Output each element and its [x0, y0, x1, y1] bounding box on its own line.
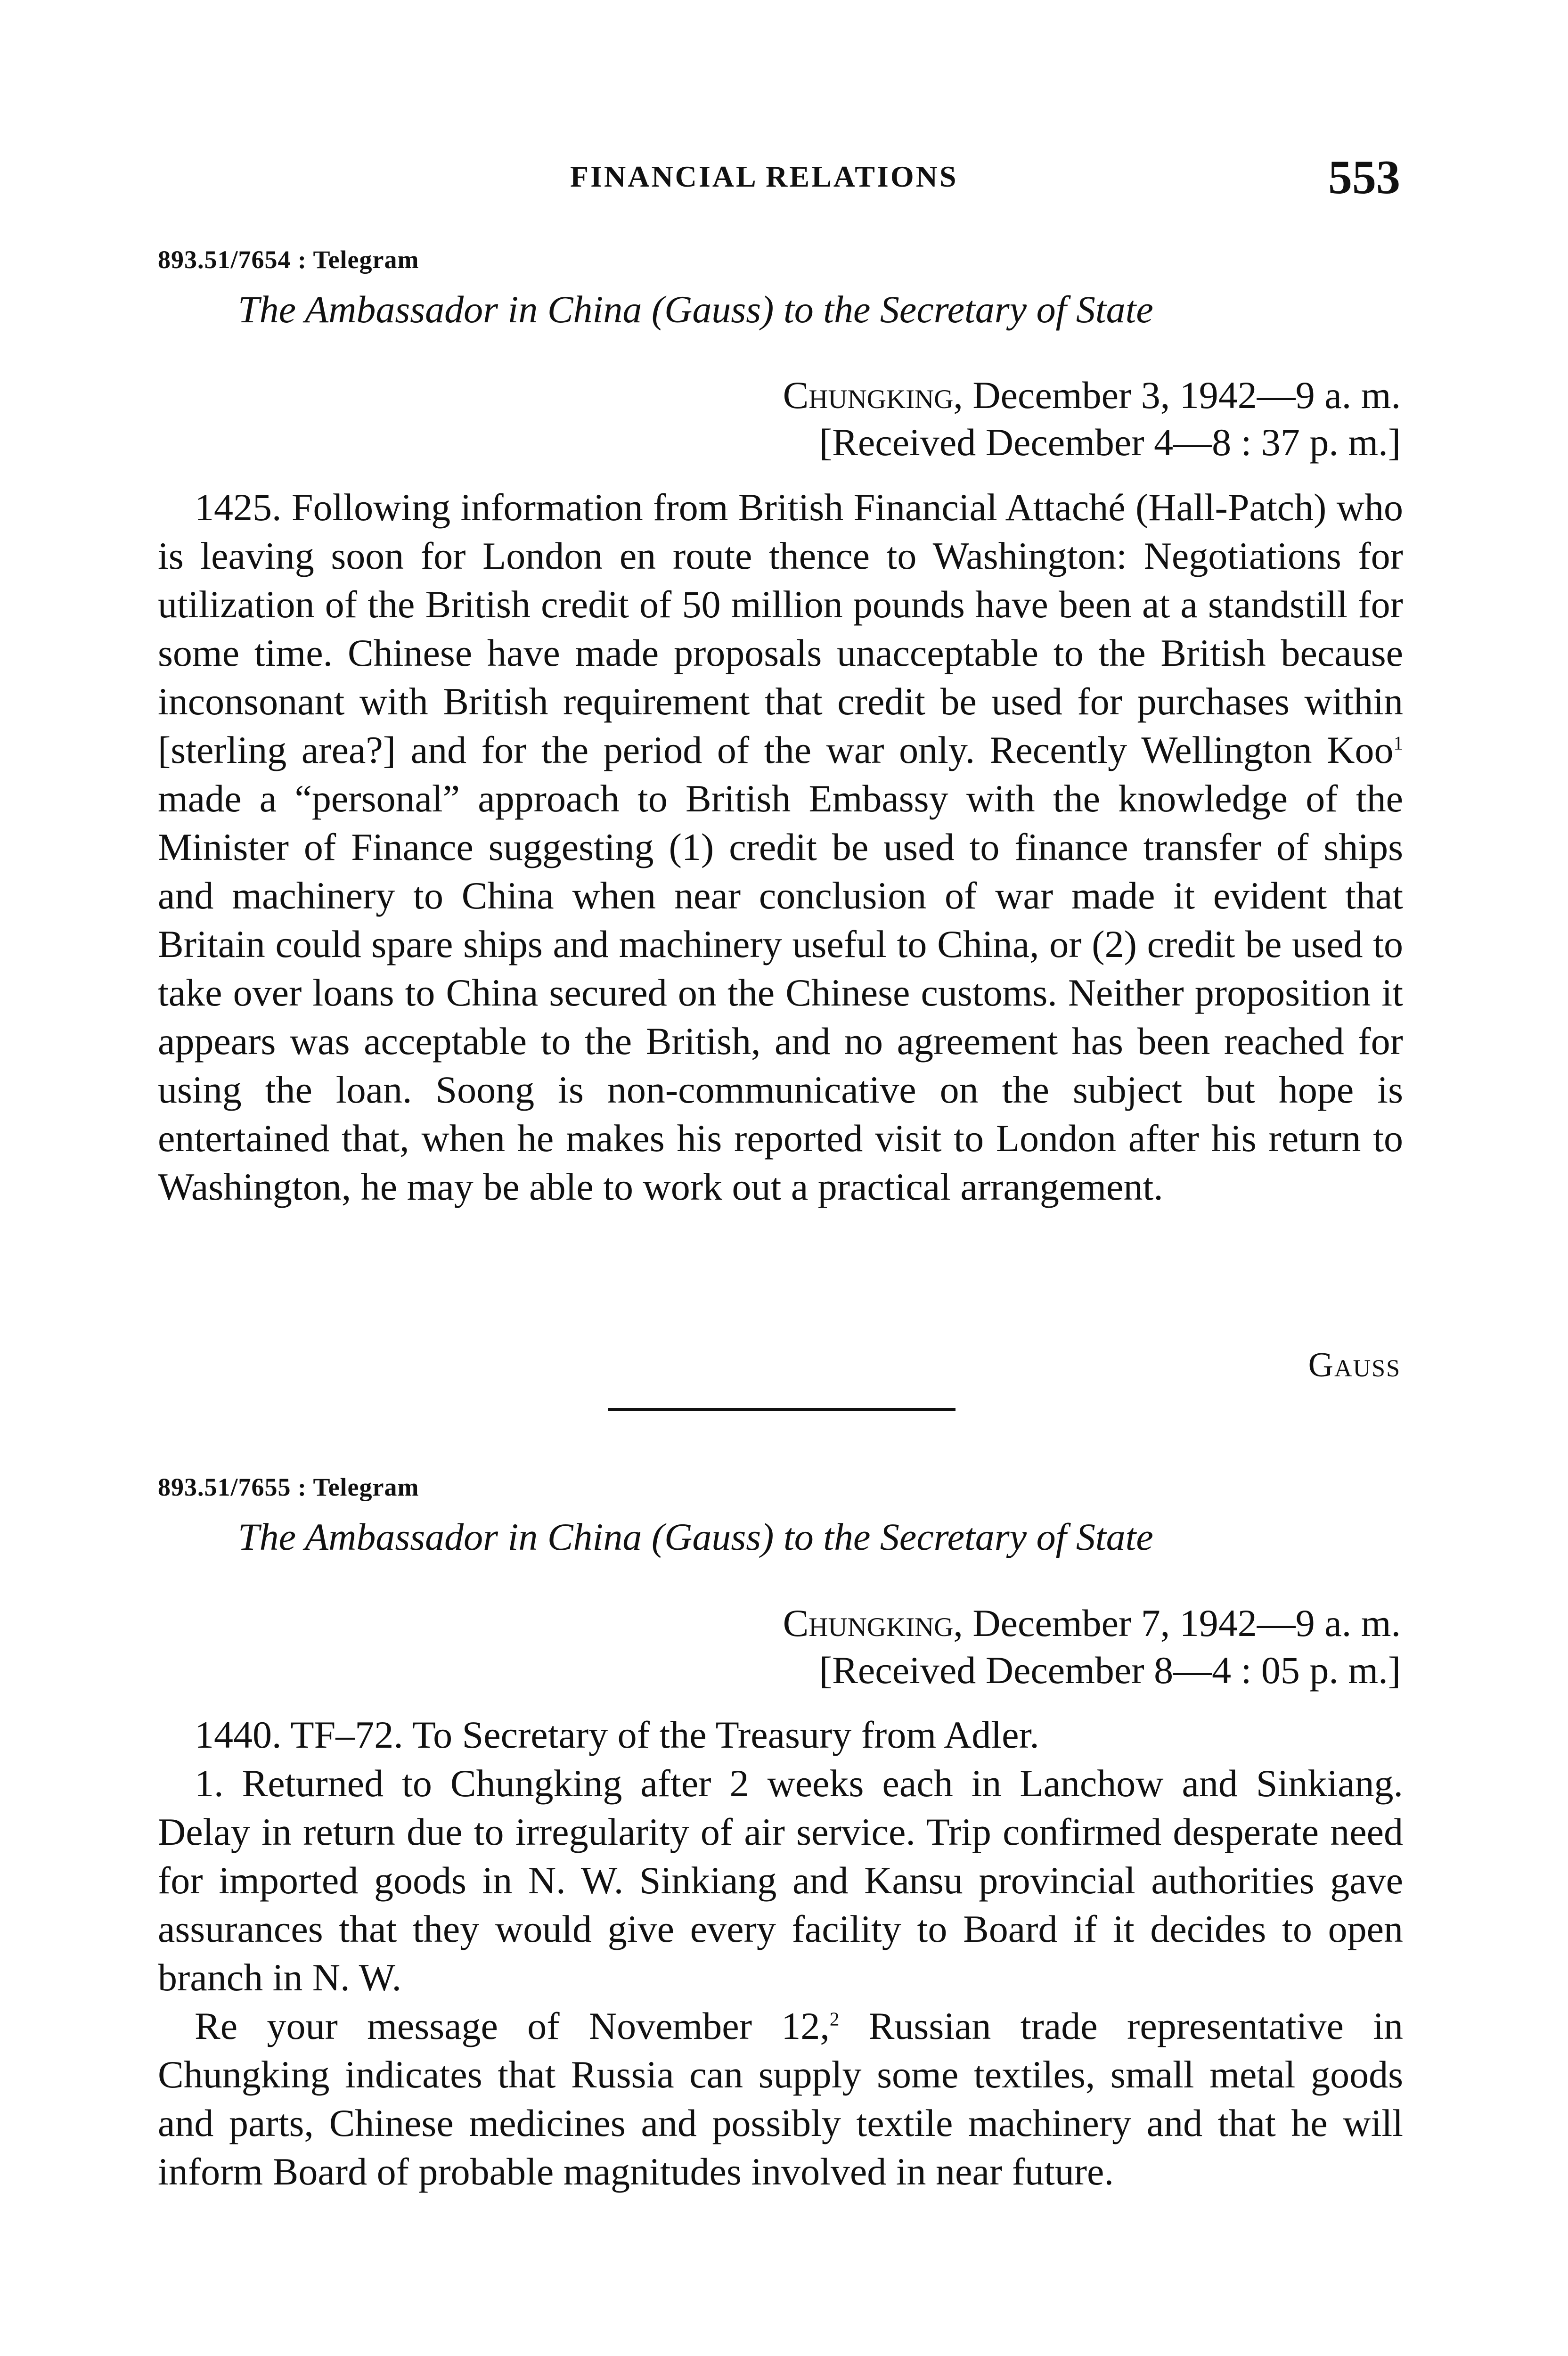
received-line-1: [Received December 4—8 : 37 p. m.] — [819, 421, 1401, 464]
paragraph-1440: 1440. TF–72. To Secretary of the Treasury from Adler. — [195, 1713, 1039, 1756]
dateline-place-2: Chungking — [783, 1602, 954, 1644]
dateline-1 — [783, 373, 1401, 417]
paragraph-text: Re your message of November 12, — [195, 2004, 830, 2047]
page-number: 553 — [1328, 151, 1400, 204]
telegram-body-1 — [158, 483, 1403, 1211]
dateline-date-2: , December 7, 1942—9 a. m. — [953, 1602, 1401, 1644]
document-heading-1: The Ambassador in China (Gauss) to the Secretary of State — [238, 288, 1153, 331]
file-reference-2: 893.51/7655 : Telegram — [158, 1473, 419, 1501]
running-head: FINANCIAL RELATIONS — [570, 160, 958, 193]
paragraph-1425 — [158, 483, 1403, 1211]
signature-gauss: Gauss — [1308, 1346, 1401, 1384]
footnote-ref-1: 1 — [1393, 732, 1403, 754]
paragraph-text: 1425. Following information from British Financial Attaché (Hall-Patch) who is leaving soon for London en route thence to Washington: Negotiations for utilization of the British credit of 50 million pounds have been at a standstill for some time. Chinese have made proposals unacceptable to the British because inconsonant with British requirement that credit be used for purchases within [sterling area?] and for the period of the war only. Recently Wellington Koo — [158, 486, 1403, 771]
footnote-ref-2: 2 — [829, 2008, 840, 2030]
paragraph-returned: 1. Returned to Chungking after 2 weeks each in Lanchow and Sinkiang. Delay in return due to irregularity of air service. Trip confirmed desperate need for imported goods in N. W. Sinkiang and Kansu provincial authorities gave assurances that they would give every facility to Board if it decides to open branch in N. W. — [158, 1762, 1403, 1999]
paragraph-text: made a “personal” approach to British Embassy with the knowledge of the Minister of Finance suggesting (1) credit be used to finance transfer of ships and machinery to China when near conclusion of war made it evident that Britain could spare ships and machinery useful to China, or (2) credit be used to take over loans to China secured on the Chinese customs. Neither proposition it appears was acceptable to the British, and no agreement has been reached for using the loan. Soong is non-communicative on the subject but hope is entertained that, when he makes his reported visit to London after his return to Washington, he may be able to work out a practical arrangement. — [158, 777, 1403, 1208]
file-reference-1: 893.51/7654 : Telegram — [158, 245, 419, 274]
dateline-2 — [783, 1601, 1401, 1645]
paragraph-text: Russian trade representative in Chungking indicates that Russia can supply some textiles, small metal goods and parts, Chinese medicines and possibly textile machinery and that he will inform Board of probable magnitudes involved in near future. — [158, 2004, 1403, 2193]
paragraph-november-message — [158, 2002, 1403, 2196]
dateline-date-1: , December 3, 1942—9 a. m. — [953, 374, 1401, 417]
telegram-body-2 — [158, 1710, 1403, 2196]
dateline-place-1: Chungking — [783, 374, 954, 417]
section-separator — [608, 1408, 956, 1411]
document-heading-2: The Ambassador in China (Gauss) to the Secretary of State — [238, 1515, 1153, 1558]
received-line-2: [Received December 8—4 : 05 p. m.] — [819, 1649, 1401, 1692]
